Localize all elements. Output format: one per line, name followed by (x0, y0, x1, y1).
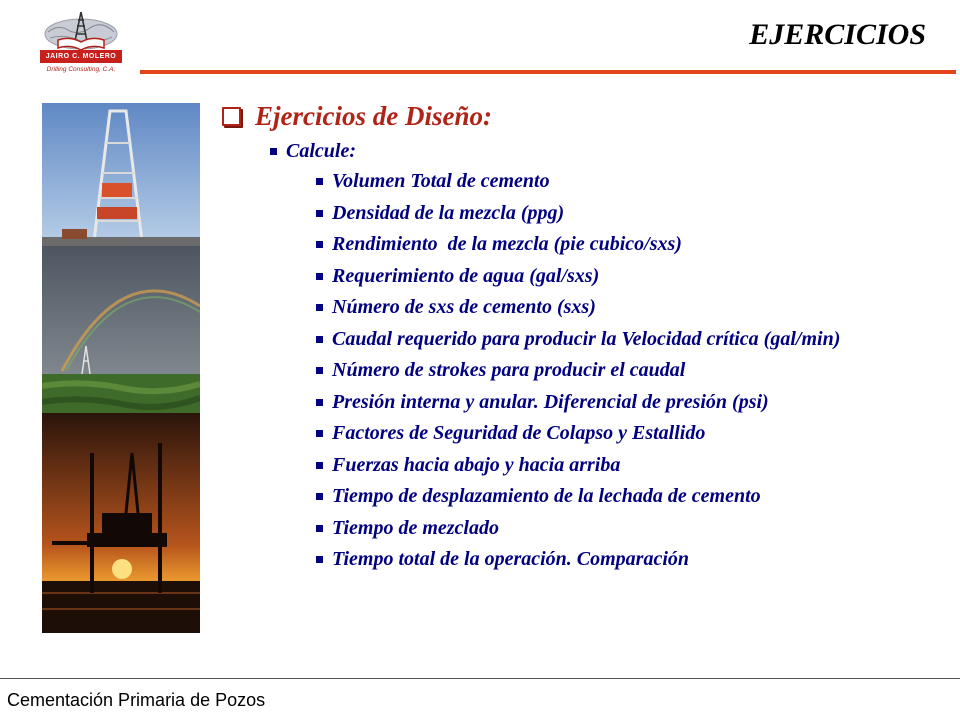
square-bullet-icon (316, 462, 323, 469)
square-bullet-icon (316, 178, 323, 185)
list-item: Número de strokes para producir el caudal (316, 355, 942, 387)
list-item: Requerimiento de agua (gal/sxs) (316, 261, 942, 293)
subheading (270, 136, 942, 166)
list-item: Presión interna y anular. Diferencial de presión (psi) (316, 387, 942, 419)
section-heading (222, 96, 942, 136)
company-logo (38, 10, 124, 74)
list-item: Densidad de la mezcla (ppg) (316, 198, 942, 230)
square-bullet-icon (316, 241, 323, 248)
logo-graphic (38, 10, 124, 74)
square-bullet-icon (316, 430, 323, 437)
list-item: Tiempo total de la operación. Comparación (316, 544, 942, 576)
checkbox-bullet-icon (222, 107, 241, 126)
square-bullet-icon (316, 210, 323, 217)
photo-offshore-platform (42, 413, 200, 633)
square-bullet-icon (316, 399, 323, 406)
square-bullet-icon (316, 556, 323, 563)
photo-column (42, 103, 200, 633)
title-underline (140, 70, 956, 74)
list-item: Fuerzas hacia abajo y hacia arriba (316, 450, 942, 482)
square-bullet-icon (316, 525, 323, 532)
square-bullet-icon (270, 148, 277, 155)
square-bullet-icon (316, 336, 323, 343)
logo-company: Drilling Consulting, C.A. (46, 66, 116, 73)
page-title: EJERCICIOS (749, 18, 926, 51)
footer-divider (0, 678, 960, 679)
photo-drilling-rig (42, 103, 200, 246)
square-bullet-icon (316, 493, 323, 500)
photo-rainbow-field (42, 246, 200, 413)
list-item: Número de sxs de cemento (sxs) (316, 292, 942, 324)
square-bullet-icon (316, 304, 323, 311)
square-bullet-icon (316, 273, 323, 280)
list-item: Rendimiento de la mezcla (pie cubico/sxs) (316, 229, 942, 261)
list-item: Tiempo de mezclado (316, 513, 942, 545)
list-item: Tiempo de desplazamiento de la lechada de cemento (316, 481, 942, 513)
footer-text: Cementación Primaria de Pozos (7, 690, 266, 710)
logo-name: JAIRO C. MOLERO (45, 53, 117, 60)
exercise-content (222, 96, 942, 576)
section-heading-text: Ejercicios de Diseño: (255, 100, 492, 131)
square-bullet-icon (316, 367, 323, 374)
list-item: Caudal requerido para producir la Velocidad crítica (gal/min) (316, 324, 942, 356)
subheading-text: Calcule: (286, 139, 356, 162)
list-item: Volumen Total de cemento (316, 166, 942, 198)
calculation-list (316, 166, 942, 576)
list-item: Factores de Seguridad de Colapso y Estallido (316, 418, 942, 450)
